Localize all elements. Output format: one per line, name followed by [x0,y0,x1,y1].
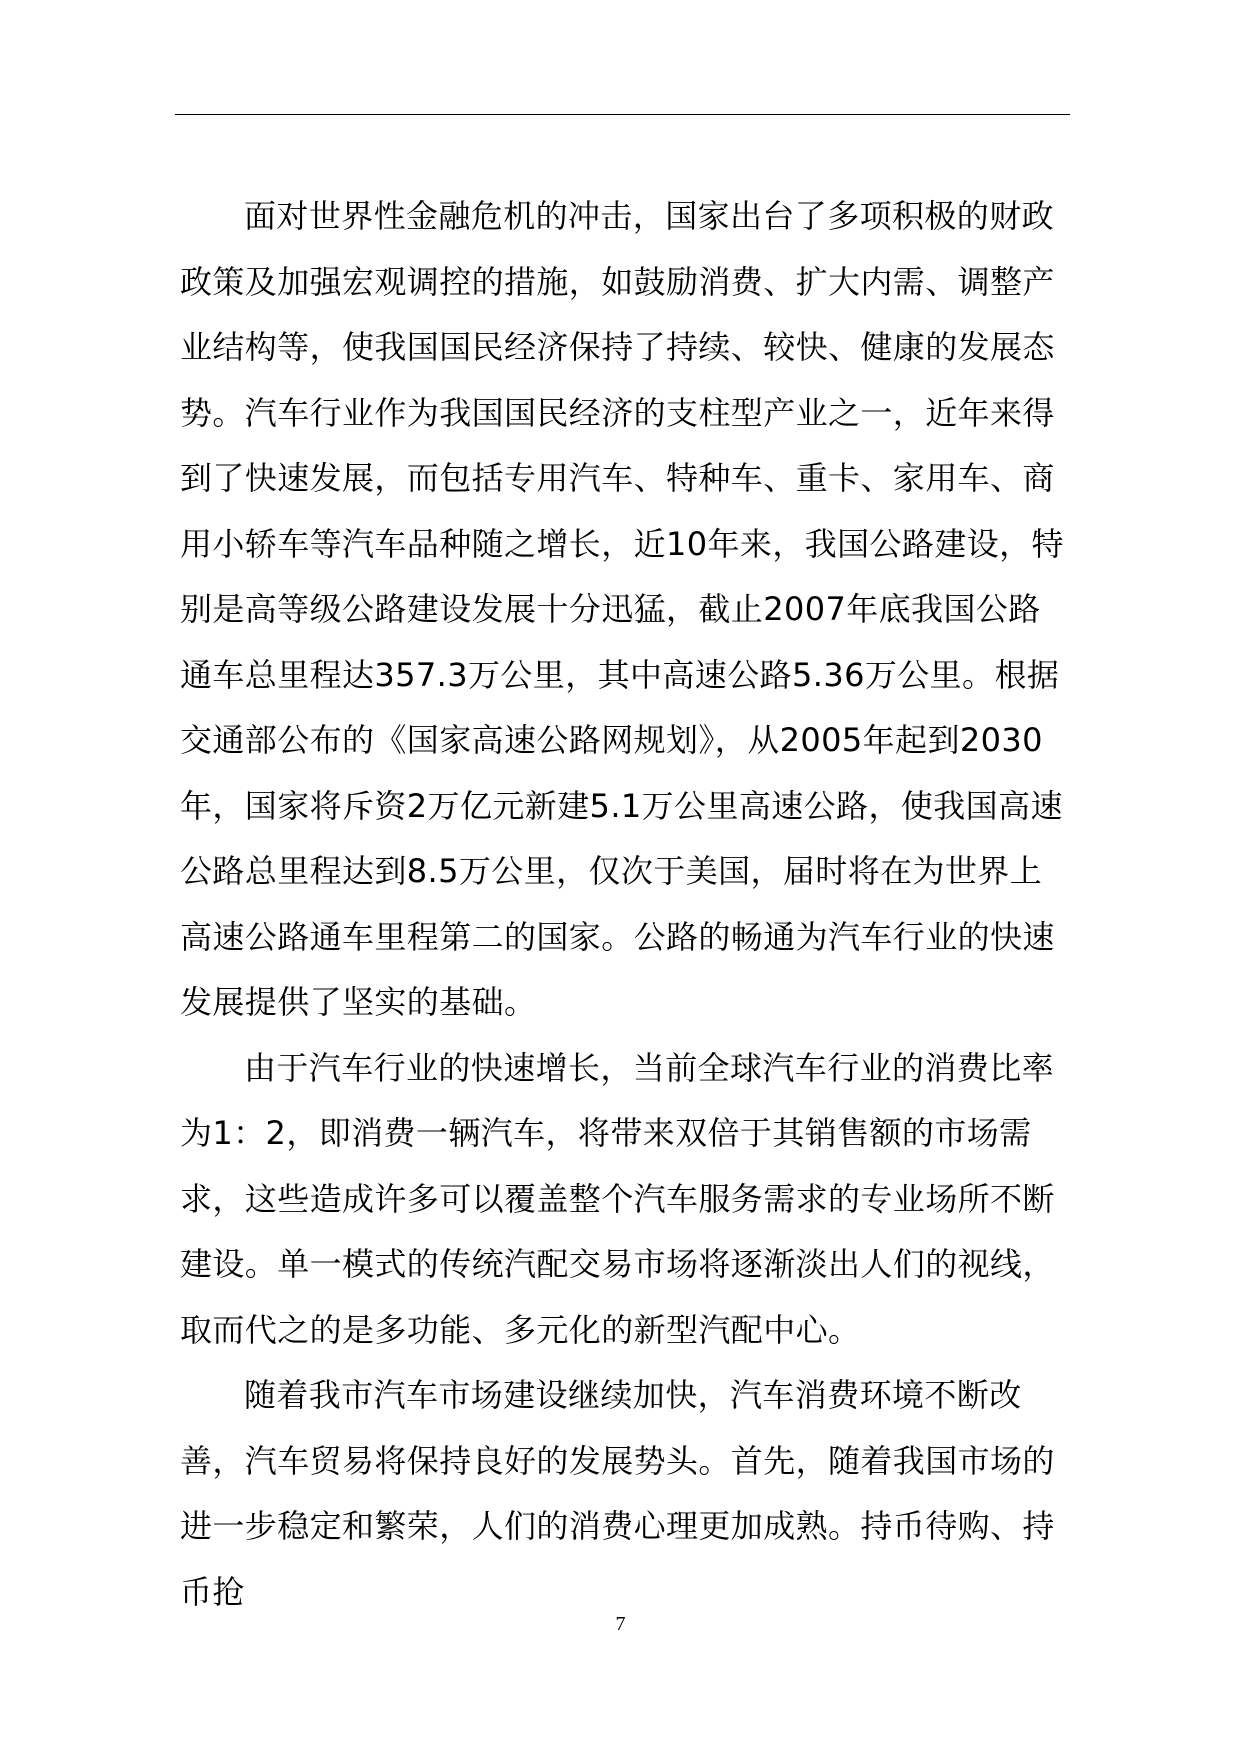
paragraph-1: 面对世界性金融危机的冲击，国家出台了多项积极的财政政策及加强宏观调控的措施，如鼓励消费、扩大内需、调整产业结构等，使我国国民经济保持了持续、较快、健康的发展态势。汽车行业作为我国国民经济的支柱型产业之一，近年来得到了快速发展，而包括专用汽车、特种车、重卡、家用车、商用小轿车等汽车品种随之增长，近10年来，我国公路建设，特别是高等级公路建设发展十分迅猛，截止2007年底我国公路通车总里程达357.3万公里，其中高速公路5.36万公里。根据交通部公布的《国家高速公路网规划》，从2005年起到2030年，国家将斥资2万亿元新建5.1万公里高速公路，使我国高速公路总里程达到8.5万公里，仅次于美国，届时将在为世界上高速公路通车里程第二的国家。公路的畅通为汽车行业的快速发展提供了坚实的基础。 [180,197,1064,1021]
paragraph-3: 随着我市汽车市场建设继续加快，汽车消费环境不断改善，汽车贸易将保持良好的发展势头。首先，随着我国市场的进一步稳定和繁荣，人们的消费心理更加成熟。持币待购、持币抢 [180,1376,1055,1611]
page-number: 7 [615,1613,626,1635]
paragraph-2: 由于汽车行业的快速增长，当前全球汽车行业的消费比率为1：2，即消费一辆汽车，将带来双倍于其销售额的市场需求，这些造成许多可以覆盖整个汽车服务需求的专业场所不断建设。单一模式的传统汽配交易市场将逐渐淡出人们的视线，取而代之的是多功能、多元化的新型汽配中心。 [180,1048,1055,1349]
body-text [180,184,1070,1625]
header-rule [175,114,1070,115]
